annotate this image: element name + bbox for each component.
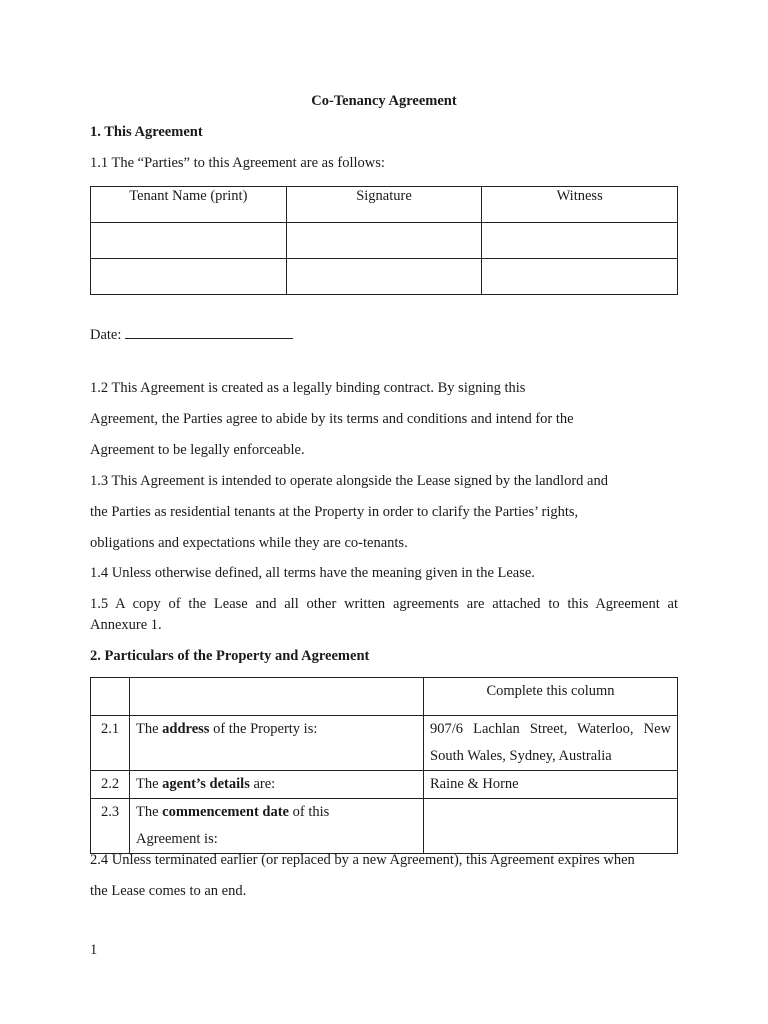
header-cell	[286, 187, 482, 223]
row-label	[130, 716, 424, 771]
label-text: are:	[249, 776, 276, 792]
document-title: Co-Tenancy Agreement	[311, 93, 457, 109]
parties-table	[90, 186, 678, 295]
witness-cell[interactable]	[482, 223, 678, 259]
complete-column-header: Complete this column	[486, 683, 615, 699]
header-cell	[91, 187, 287, 223]
row-number: 2.3	[91, 799, 130, 854]
address-value-line: 907/6 Lachlan Street, Waterloo, New	[430, 721, 671, 737]
label-text: The	[136, 776, 163, 792]
label-bold-text: agent’s details	[162, 776, 250, 792]
table-row	[91, 223, 678, 259]
signature-cell[interactable]	[286, 223, 482, 259]
clause-1-2-line: Agreement to be legally enforceable.	[90, 442, 305, 458]
row-label	[130, 799, 424, 854]
header-tenant-name: Tenant Name (print)	[129, 188, 248, 204]
date-label: Date:	[90, 327, 122, 343]
agent-value: Raine & Horne	[430, 776, 519, 792]
label-text: The	[136, 804, 163, 820]
label-text: of this	[289, 804, 330, 820]
clause-1-2-line: 1.2 This Agreement is created as a legally binding contract. By signing this	[90, 380, 526, 396]
tenant-name-cell[interactable]	[91, 259, 287, 295]
tenant-name-cell[interactable]	[91, 223, 287, 259]
clause-1-3-line: obligations and expectations while they are co-tenants.	[90, 535, 408, 551]
clause-2-4-line: 2.4 Unless terminated earlier (or replaced by a new Agreement), this Agreement expires when	[90, 852, 635, 868]
address-value-cell[interactable]	[424, 716, 678, 771]
commencement-date-value-cell[interactable]	[424, 799, 678, 854]
table-header-row	[91, 678, 678, 716]
label-text: Agreement is:	[136, 831, 218, 847]
table-row	[91, 259, 678, 295]
clause-2-4-line: the Lease comes to an end.	[90, 883, 247, 899]
signature-cell[interactable]	[286, 259, 482, 295]
page-number: 1	[90, 942, 98, 958]
table-header-row	[91, 187, 678, 223]
agent-value-cell[interactable]	[424, 771, 678, 799]
row-label	[130, 771, 424, 799]
table-row	[91, 771, 678, 799]
table-row	[91, 799, 678, 854]
address-value-line: South Wales, Sydney, Australia	[430, 748, 612, 764]
section-2-heading: 2. Particulars of the Property and Agreement	[90, 648, 370, 664]
number-header-cell	[91, 678, 130, 716]
header-witness: Witness	[556, 188, 603, 204]
row-number: 2.2	[91, 771, 130, 799]
clause-1-4: 1.4 Unless otherwise defined, all terms have the meaning given in the Lease.	[90, 565, 535, 581]
table-row	[91, 716, 678, 771]
clause-1-5-line: 1.5 A copy of the Lease and all other written agreements are attached to this Agreement at	[90, 596, 678, 612]
label-bold-text: commencement date	[162, 804, 289, 820]
label-text: of the Property is:	[209, 721, 318, 737]
header-cell	[482, 187, 678, 223]
date-blank-line[interactable]	[125, 324, 293, 339]
particulars-table	[90, 677, 678, 854]
date-field	[90, 324, 293, 344]
row-number: 2.1	[91, 716, 130, 771]
value-header-cell	[424, 678, 678, 716]
clause-1-3-line: the Parties as residential tenants at the Property in order to clarify the Parties’ rights,	[90, 504, 579, 520]
label-bold-text: address	[162, 721, 210, 737]
witness-cell[interactable]	[482, 259, 678, 295]
label-text: The	[136, 721, 163, 737]
section-1-heading: 1. This Agreement	[90, 124, 203, 140]
label-header-cell	[130, 678, 424, 716]
clause-1-1: 1.1 The “Parties” to this Agreement are as follows:	[90, 155, 385, 171]
header-signature: Signature	[356, 188, 412, 204]
clause-1-3-line: 1.3 This Agreement is intended to operate alongside the Lease signed by the landlord and	[90, 473, 608, 489]
clause-1-5-line: Annexure 1.	[90, 617, 162, 633]
clause-1-2-line: Agreement, the Parties agree to abide by its terms and conditions and intend for the	[90, 411, 574, 427]
